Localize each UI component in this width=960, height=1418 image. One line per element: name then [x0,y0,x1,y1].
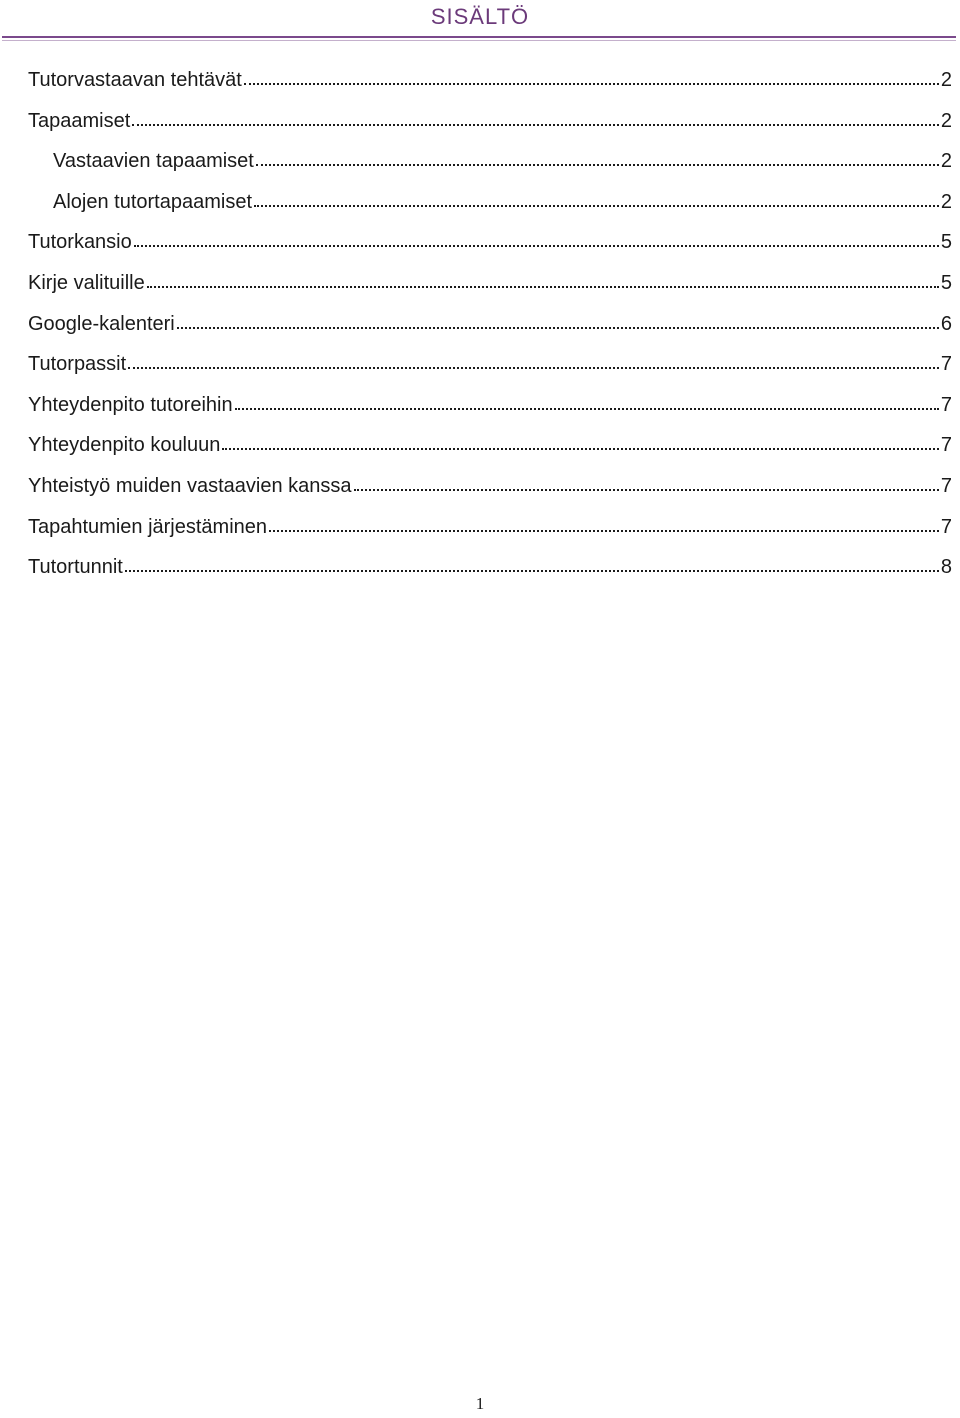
toc-entry-title: Yhteydenpito tutoreihin [28,393,233,416]
toc-dot-leader [256,147,939,167]
toc-entry-page: 2 [940,190,952,213]
toc-entry-page: 7 [940,353,952,376]
toc-dot-leader [269,513,939,533]
toc-entry-page: 2 [940,150,952,173]
toc-dot-leader [177,310,939,330]
toc-entry-title: Tutorvastaavan tehtävät [28,69,242,91]
toc-dot-leader [147,269,939,289]
toc-entry[interactable] [28,344,952,385]
toc-entry[interactable] [28,141,952,182]
toc-entry-title: Tapahtumien järjestäminen [28,515,268,538]
toc-entry-page: 7 [940,393,952,416]
heading-rule-thin [2,40,956,41]
toc-entry-title: Yhteistyö muiden vastaavien kanssa [28,474,352,497]
toc-entry[interactable] [28,466,952,507]
toc-entry-title: Tutortunnit [28,556,123,579]
toc-entry-title: Google-kalenteri [28,312,175,335]
toc-dot-leader [128,350,939,370]
toc-entry-title: Yhteydenpito kouluun [28,434,221,457]
toc-entry-title: Vastaavien tapaamiset [53,150,254,173]
toc-dot-leader [132,107,939,127]
toc-entry-title: Tutorpassit [28,353,127,376]
toc-dot-leader [134,228,939,248]
toc-entry[interactable] [28,385,952,426]
table-of-contents [28,60,952,588]
toc-entry[interactable] [28,547,952,588]
toc-dot-leader [235,391,939,411]
toc-entry-page: 5 [940,271,952,294]
toc-entry-page: 8 [940,556,952,579]
toc-dot-leader [254,188,939,208]
toc-dot-leader [222,431,939,451]
toc-entry-page: 7 [940,434,952,457]
toc-entry-page: 6 [940,312,952,335]
toc-entry[interactable] [28,60,952,101]
toc-entry-title: Alojen tutortapaamiset [53,190,253,213]
toc-entry-page: 2 [940,109,952,132]
toc-entry-title: Tapaamiset [28,109,131,132]
toc-entry[interactable] [28,425,952,466]
toc-entry[interactable] [28,304,952,345]
toc-heading: SISÄLTÖ [430,4,530,29]
toc-entry[interactable] [28,182,952,223]
toc-entry[interactable] [28,263,952,304]
toc-dot-leader [354,472,939,492]
page-number: 1 [475,1394,485,1413]
toc-entry-page: 7 [940,515,952,538]
toc-entry[interactable] [28,222,952,263]
toc-entry[interactable] [28,101,952,142]
toc-entry[interactable] [28,507,952,548]
toc-entry-page: 5 [940,231,952,254]
toc-entry-page: 7 [940,474,952,497]
toc-entry-page: 2 [940,69,952,91]
toc-entry-title: Kirje valituille [28,271,145,294]
heading-rule [2,36,956,38]
toc-dot-leader [125,553,939,573]
toc-entry-title: Tutorkansio [28,231,132,254]
toc-dot-leader [244,66,939,86]
